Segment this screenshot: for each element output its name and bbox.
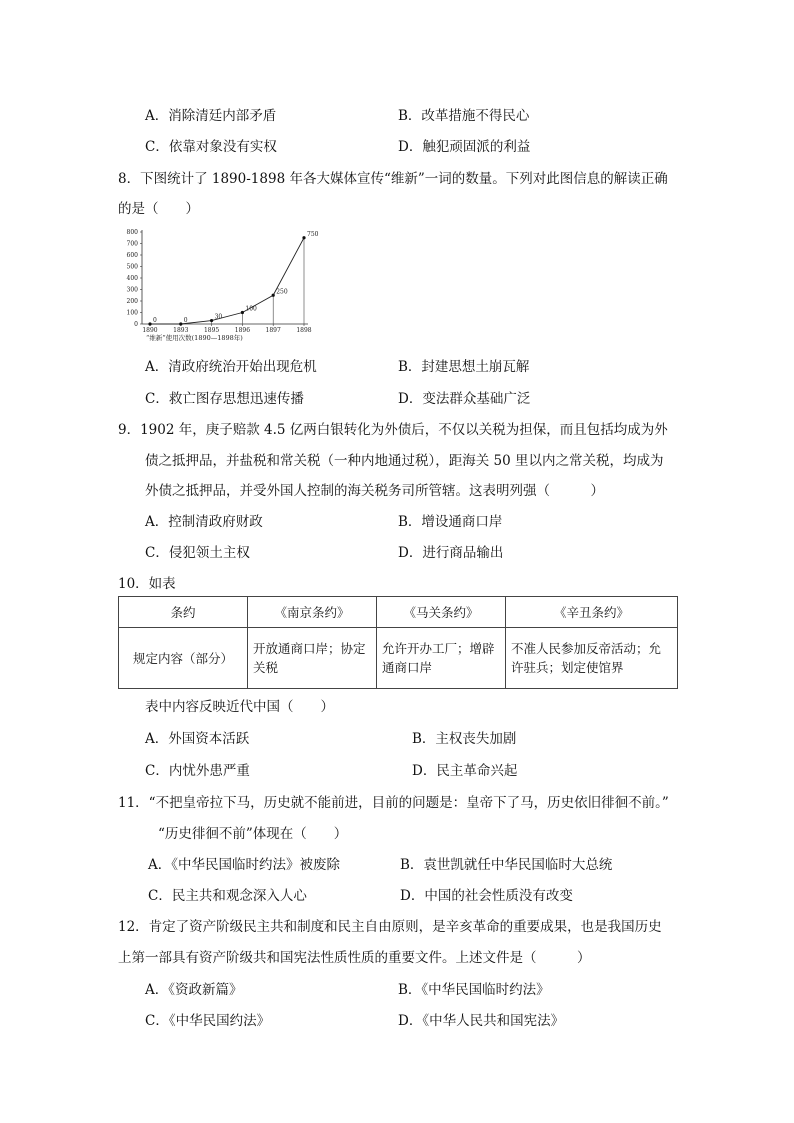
y-tick-label: 500 <box>126 263 138 271</box>
media-usage-line-chart <box>112 224 322 344</box>
data-label: 30 <box>214 313 223 321</box>
q9-stem-line3: 外债之抵押品，并受外国人控制的海关税务司所管辖。这表明列强（ ） <box>145 483 604 499</box>
q11-option-b: B．袁世凯就任中华民国临时大总统 <box>400 857 613 873</box>
q8-option-d: D．变法群众基础广泛 <box>398 391 531 407</box>
x-tick-label: 1895 <box>203 327 220 334</box>
y-tick-label: 700 <box>126 240 138 248</box>
data-point <box>272 294 275 297</box>
q7-option-b: B．改革措施不得民心 <box>398 108 530 124</box>
y-tick-label: 800 <box>126 229 138 236</box>
y-tick-label: 300 <box>126 286 138 294</box>
data-point <box>210 319 213 322</box>
q9-option-a: A．控制清政府财政 <box>145 514 263 530</box>
q12-option-a: A．《资政新篇》 <box>145 982 243 998</box>
table-cell: 不准人民参加反帝活动；允许驻兵；划定使馆界 <box>506 628 678 689</box>
q9-option-b: B．增设通商口岸 <box>398 514 503 530</box>
q11-stem-line2: “历史徘徊不前”体现在（ ） <box>158 826 348 842</box>
q8-option-a: A．清政府统治开始出现危机 <box>145 359 317 375</box>
table-cell: 允许开办工厂；增辟通商口岸 <box>377 628 506 689</box>
q12-stem-line2: 上第一部具有资产阶级共和国宪法性质性质的重要文件。上述文件是（ ） <box>118 950 591 966</box>
x-tick-label: 1898 <box>296 327 312 334</box>
q9-stem-line2: 债之抵押品，并盐税和常关税（一种内地通过税），距海关 50 里以内之常关税，均成为 <box>145 453 664 469</box>
data-point <box>179 322 182 325</box>
q8-option-b: B．封建思想土崩瓦解 <box>398 359 530 375</box>
q10-stem-line1: 10．如表 <box>118 576 176 592</box>
y-tick-label: 200 <box>126 298 138 305</box>
q10-option-c: C．内忧外患严重 <box>145 763 250 779</box>
table-row-label: 规定内容（部分） <box>119 628 248 689</box>
q9-stem-line1: 9．1902 年，庚子赔款 4.5 亿两白银转化为外债后，不仅以关税为担保，而且包括均成为外 <box>118 422 668 438</box>
table-header-row <box>119 597 678 628</box>
data-point <box>148 322 151 325</box>
q7-option-d: D．触犯顽固派的利益 <box>398 139 531 155</box>
table-row <box>119 628 678 689</box>
q8-stem-line1: 8．下图统计了 1890-1898 年各大媒体宣传“维新”一词的数量。下列对此图信息的解读正确 <box>118 171 668 187</box>
treaty-table <box>118 596 678 689</box>
data-point <box>302 236 305 239</box>
q7-option-a: A．消除清廷内部矛盾 <box>145 108 277 124</box>
q10-option-d: D．民主革命兴起 <box>412 763 518 779</box>
q10-option-a: A．外国资本活跃 <box>145 731 250 747</box>
x-tick-label: 1893 <box>173 327 189 334</box>
series-line <box>150 238 304 324</box>
x-tick-label: 1897 <box>265 327 281 334</box>
table-header-cell: 《南京条约》 <box>248 597 377 628</box>
data-label: 750 <box>307 230 319 238</box>
q12-option-d: D．《中华人民共和国宪法》 <box>398 1013 565 1029</box>
data-point <box>241 311 244 314</box>
y-tick-label: 0 <box>134 321 138 328</box>
q10-option-b: B．主权丧失加剧 <box>412 731 517 747</box>
q11-option-d: D．中国的社会性质没有改变 <box>400 888 573 904</box>
table-header-cell: 条约 <box>119 597 248 628</box>
data-label: 0 <box>183 317 188 324</box>
q8-option-c: C．救亡图存思想迅速传播 <box>145 391 304 407</box>
q11-option-a: A．《中华民国临时约法》被废除 <box>148 857 340 873</box>
data-label: 250 <box>276 288 288 296</box>
q12-stem-line1: 12．肯定了资产阶级民主共和制度和民主自由原则，是辛亥革命的重要成果，也是我国历史 <box>118 919 662 935</box>
q9-option-c: C．侵犯领土主权 <box>145 545 250 561</box>
q9-option-d: D．进行商品输出 <box>398 545 504 561</box>
data-label: 100 <box>245 305 257 313</box>
q7-option-c: C．依靠对象没有实权 <box>145 139 277 155</box>
table-cell: 开放通商口岸；协定关税 <box>248 628 377 689</box>
x-tick-label: 1896 <box>234 327 251 334</box>
chart-series <box>148 231 318 326</box>
y-tick-label: 100 <box>126 309 138 317</box>
table-header-cell: 《辛丑条约》 <box>506 597 678 628</box>
x-axis <box>142 324 312 334</box>
q8-stem-line2: 的是（ ） <box>118 201 199 217</box>
q12-option-c: C．《中华民国约法》 <box>145 1013 271 1029</box>
x-tick-label: 1890 <box>142 327 158 334</box>
q12-option-b: B．《中华民国临时约法》 <box>398 982 550 998</box>
q11-option-c: C．民主共和观念深入人心 <box>148 888 307 904</box>
x-axis-label: “维新”使用次数(1890—1898年) <box>146 334 243 342</box>
y-tick-label: 600 <box>126 252 138 259</box>
q11-stem-line1: 11．“不把皇帝拉下马，历史就不能前进，目前的问题是：皇帝下了马，历史依旧徘徊不前。” <box>118 795 669 811</box>
data-label: 0 <box>153 317 157 324</box>
table-header-cell: 《马关条约》 <box>377 597 506 628</box>
y-tick-label: 400 <box>126 275 138 282</box>
y-axis <box>127 229 142 328</box>
q10-stem-line2: 表中内容反映近代中国（ ） <box>145 699 334 715</box>
